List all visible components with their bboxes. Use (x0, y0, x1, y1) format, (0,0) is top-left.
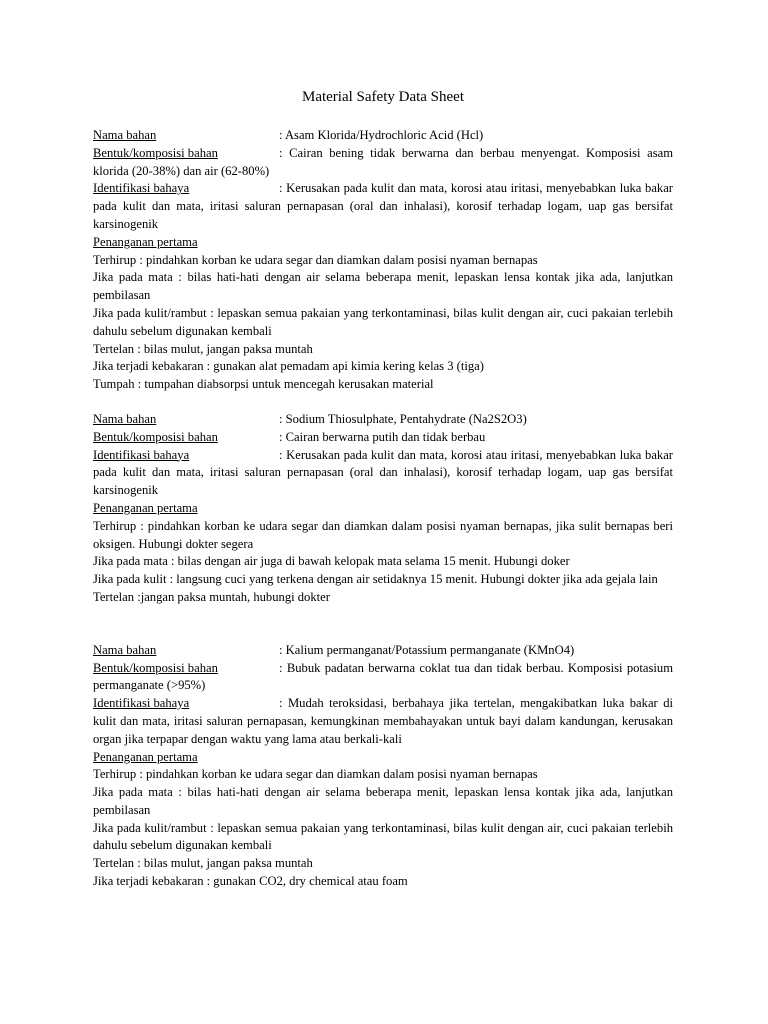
first-aid-line: Terhirup : pindahkan korban ke udara segar dan diamkan dalam posisi nyaman bernapas, jika sulit bernapas beri oksigen. Hubungi dokter segera (93, 518, 673, 551)
first-aid-line: Jika pada mata : bilas hati-hati dengan air selama beberapa menit, lepaskan lensa kontak jika ada, lanjutkan pembilasan (93, 785, 673, 817)
material-name-value: : Kalium permanganat/Potassium permanganate (KMnO4) (279, 642, 575, 657)
form-composition-label: Bentuk/komposisi bahan (93, 145, 218, 160)
material-section-2 (93, 411, 673, 607)
material-name-value: : Sodium Thiosulphate, Pentahydrate (Na2S2O3) (279, 411, 527, 426)
first-aid-line: Jika pada kulit/rambut : lepaskan semua pakaian yang terkontaminasi, bilas kulit dengan air, cuci pakaian terlebih dahulu sebelum digunakan kembali (93, 305, 673, 338)
form-composition-label: Bentuk/komposisi bahan (93, 660, 218, 675)
hazard-field (93, 180, 673, 233)
form-composition-value: : Cairan berwarna putih dan tidak berbau (279, 429, 486, 444)
first-aid-line: Tertelan : bilas mulut, jangan paksa muntah (93, 341, 313, 356)
first-aid-heading: Penanganan pertama (93, 500, 198, 515)
material-section-3 (93, 642, 673, 891)
material-name-field (93, 411, 673, 429)
hazard-value: : Mudah teroksidasi, berbahaya jika tertelan, mengakibatkan luka bakar di kulit dan mata, iritasi saluran pernapasan, kemungkinan membahayakan untuk bayi dalam kandungan, kerusakan organ jika terpapar dengan waktu yang lama atau berkali-kali (93, 696, 673, 746)
first-aid-line: Tertelan : bilas mulut, jangan paksa muntah (93, 856, 313, 871)
first-aid-line: Jika pada kulit : langsung cuci yang terkena dengan air setidaknya 15 menit. Hubungi dokter jika ada gejala lain (93, 572, 658, 587)
form-composition-field (93, 145, 673, 181)
first-aid-line: Jika terjadi kebakaran : gunakan alat pemadam api kimia kering kelas 3 (tiga) (93, 359, 484, 374)
section-spacer (93, 607, 673, 642)
hazard-label: Identifikasi bahaya (93, 181, 190, 196)
hazard-value: : Kerusakan pada kulit dan mata, korosi atau iritasi, menyebabkan luka bakar pada kulit dan mata, iritasi saluran pernapasan (oral dan inhalasi), korosif terhadap logam, uap gas bersifat karsinogenik (93, 447, 673, 498)
first-aid-line: Jika pada mata : bilas dengan air juga di bawah kelopak mata selama 15 menit. Hubungi doker (93, 554, 570, 569)
first-aid-heading: Penanganan pertama (93, 749, 198, 764)
first-aid-line: Tumpah : tumpahan diabsorpsi untuk mencegah kerusakan material (93, 377, 434, 392)
form-composition-field (93, 660, 673, 696)
material-name-field (93, 642, 673, 660)
form-composition-value: : Cairan bening tidak berwarna dan berbau menyengat. Komposisi asam klorida (20-38%) dan air (62-80%) (93, 145, 673, 178)
document-title: Material Safety Data Sheet (301, 89, 465, 105)
material-name-label: Nama bahan (93, 411, 157, 426)
hazard-field (93, 447, 673, 500)
first-aid-line: Jika pada kulit/rambut : lepaskan semua pakaian yang terkontaminasi, bilas kulit dengan air, cuci pakaian terlebih dahulu sebelum digunakan kembali (93, 820, 673, 853)
hazard-label: Identifikasi bahaya (93, 696, 190, 711)
material-name-field (93, 127, 673, 145)
hazard-value: : Kerusakan pada kulit dan mata, korosi atau iritasi, menyebabkan luka bakar pada kulit dan mata, iritasi saluran pernapasan (oral dan inhalasi), korosif terhadap logam, uap gas bersifat karsinogenik (93, 181, 673, 231)
form-composition-value: : Bubuk padatan berwarna coklat tua dan tidak berbau. Komposisi potasium permanganate (>95%) (93, 660, 673, 693)
section-spacer (93, 394, 673, 411)
first-aid-heading: Penanganan pertama (93, 234, 198, 249)
material-section-1 (93, 127, 673, 394)
material-name-label: Nama bahan (93, 642, 157, 657)
first-aid-line: Jika terjadi kebakaran : gunakan CO2, dry chemical atau foam (93, 874, 408, 889)
material-name-value: : Asam Klorida/Hydrochloric Acid (Hcl) (279, 128, 484, 142)
form-composition-field (93, 429, 673, 447)
first-aid-line: Terhirup : pindahkan korban ke udara segar dan diamkan dalam posisi nyaman bernapas (93, 767, 538, 782)
hazard-field (93, 695, 673, 748)
first-aid-line: Jika pada mata : bilas hati-hati dengan air selama beberapa menit, lepaskan lensa kontak jika ada, lanjutkan pembilasan (93, 270, 673, 303)
first-aid-line: Tertelan :jangan paksa muntah, hubungi dokter (93, 589, 330, 604)
document-page (93, 86, 673, 891)
form-composition-label: Bentuk/komposisi bahan (93, 429, 218, 444)
hazard-label: Identifikasi bahaya (93, 447, 190, 462)
material-name-label: Nama bahan (93, 128, 157, 142)
first-aid-line: Terhirup : pindahkan korban ke udara segar dan diamkan dalam posisi nyaman bernapas (93, 252, 538, 267)
